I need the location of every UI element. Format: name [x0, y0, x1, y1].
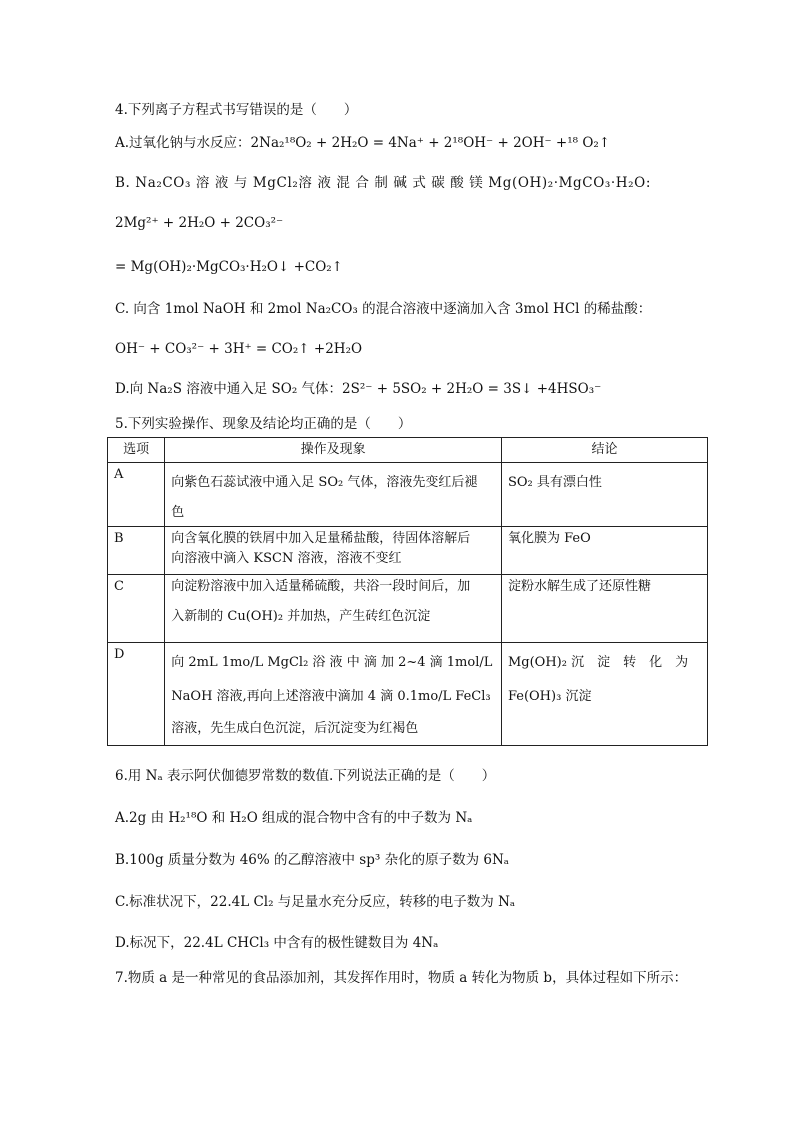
row-option: D: [108, 643, 165, 746]
table-row: [108, 575, 708, 643]
q6-option-b: B.100g 质量分数为 46% 的乙醇溶液中 sp³ 杂化的原子数为 6Nₐ: [115, 852, 509, 868]
row-operation: [165, 527, 502, 575]
row-option: C: [108, 575, 165, 643]
q5-table: [107, 437, 708, 746]
q6-option-c: C.标准状况下，22.4L Cl₂ 与足量水充分反应，转移的电子数为 Nₐ: [115, 894, 516, 910]
table-header-row: [108, 438, 708, 463]
table-row: [108, 643, 708, 746]
header-option: 选项: [108, 438, 165, 463]
operation-line: 向淀粉溶液中加入适量稀硫酸，共浴一段时间后，加: [171, 579, 471, 594]
q7-stem: 7.物质 a 是一种常见的食品添加剂，其发挥作用时，物质 a 转化为物质 b，具体过程如下所示：: [115, 970, 688, 986]
conclusion-line: Fe(OH)₃ 沉淀: [507, 689, 592, 704]
operation-line: 溶液，先生成白色沉淀，后沉淀变为红褐色: [171, 721, 419, 736]
row-conclusion: [501, 643, 707, 746]
q5-stem: 5.下列实验操作、现象及结论均正确的是（ ）: [115, 416, 412, 432]
q4-option-a: A.过氧化钠与水反应：2Na₂¹⁸O₂ + 2H₂O = 4Na⁺ + 2¹⁸OH⁻ + 2OH⁻ +¹⁸ O₂↑: [115, 135, 611, 151]
row-option: A: [108, 463, 165, 527]
q4-stem: 4.下列离子方程式书写错误的是（ ）: [115, 102, 358, 118]
table-row: [108, 463, 708, 527]
row-operation: [165, 643, 502, 746]
header-conclusion: 结论: [501, 438, 707, 463]
q6-option-a: A.2g 由 H₂¹⁸O 和 H₂O 组成的混合物中含有的中子数为 Nₐ: [115, 810, 473, 826]
q4-option-b-line2: 2Mg²⁺ + 2H₂O + 2CO₃²⁻: [115, 215, 284, 231]
operation-line: 向含氧化膜的铁屑中加入足量稀盐酸，待固体溶解后: [171, 531, 471, 546]
q4-option-b-line1: B. Na₂CO₃ 溶 液 与 MgCl₂溶 液 混 合 制 碱 式 碳 酸 镁 Mg(OH)₂·MgCO₃·H₂O:: [115, 175, 651, 191]
q4-option-c-line1: C. 向含 1mol NaOH 和 2mol Na₂CO₃ 的混合溶液中逐滴加入含 3mol HCl 的稀盐酸：: [115, 301, 652, 317]
q6-option-d: D.标况下，22.4L CHCl₃ 中含有的极性键数目为 4Nₐ: [115, 935, 439, 951]
table-row: [108, 527, 708, 575]
row-option: B: [108, 527, 165, 575]
q4-option-d: D.向 Na₂S 溶液中通入足 SO₂ 气体：2S²⁻ + 5SO₂ + 2H₂O = 3S↓ +4HSO₃⁻: [115, 381, 602, 397]
q6-stem: 6.用 Nₐ 表示阿伏伽德罗常数的数值.下列说法正确的是（ ）: [115, 768, 496, 784]
operation-line: 色: [171, 505, 185, 520]
conclusion-line: 淀粉水解生成了还原性糖: [507, 579, 651, 594]
row-conclusion: [501, 463, 707, 527]
conclusion-line: SO₂ 具有漂白性: [507, 475, 602, 490]
q4-option-c-line2: OH⁻ + CO₃²⁻ + 3H⁺ = CO₂↑ +2H₂O: [115, 341, 363, 357]
operation-line: 向 2mL 1mo/L MgCl₂ 浴 液 中 滴 加 2~4 滴 1mol/L: [171, 655, 493, 670]
header-operation: 操作及现象: [165, 438, 502, 463]
row-operation: [165, 463, 502, 527]
conclusion-line: Mg(OH)₂ 沉 淀 转 化 为: [507, 655, 689, 670]
q4-option-b-line3: = Mg(OH)₂·MgCO₃·H₂O↓ +CO₂↑: [115, 259, 343, 275]
operation-line: 入新制的 Cu(OH)₂ 并加热，产生砖红色沉淀: [171, 609, 431, 624]
operation-line: 向紫色石蕊试液中通入足 SO₂ 气体，溶液先变红后褪: [171, 475, 478, 490]
operation-line: NaOH 溶液,再向上述溶液中滴加 4 滴 0.1mo/L FeCl₃: [171, 689, 491, 704]
operation-line: 向溶液中滴入 KSCN 溶液，溶液不变红: [171, 551, 402, 566]
row-operation: [165, 575, 502, 643]
row-conclusion: [501, 575, 707, 643]
conclusion-line: 氧化膜为 FeO: [507, 531, 591, 546]
row-conclusion: [501, 527, 707, 575]
